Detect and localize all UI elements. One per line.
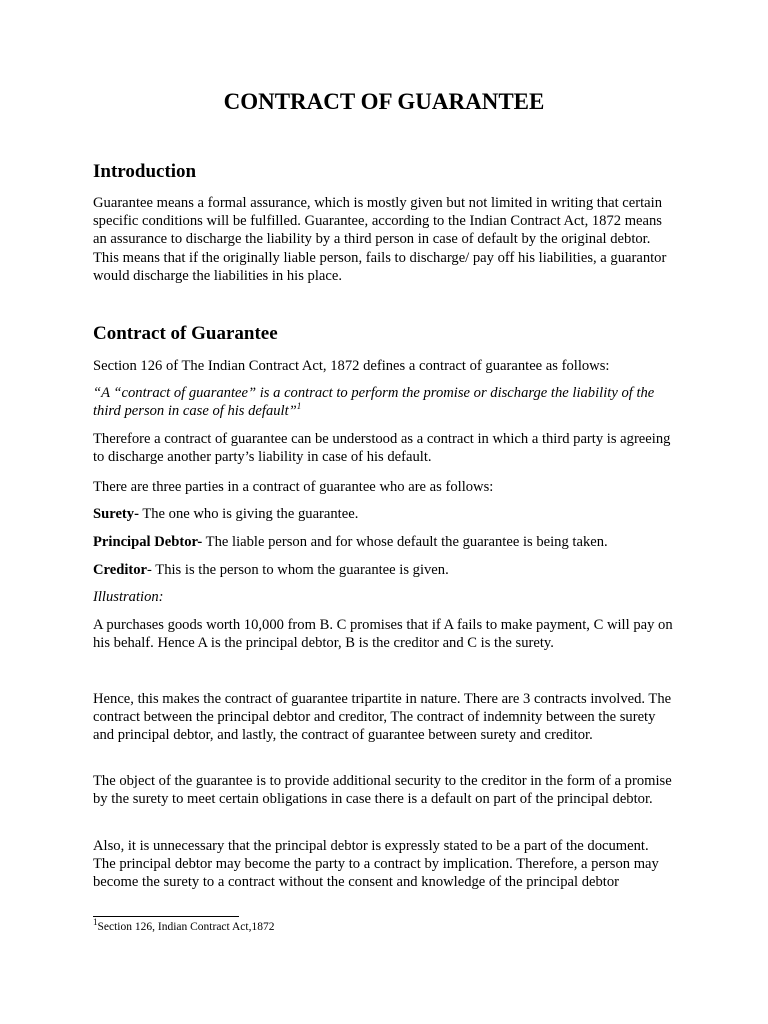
contract-heading: Contract of Guarantee bbox=[93, 323, 278, 344]
definition-quote bbox=[93, 384, 673, 420]
illustration-paragraph: A purchases goods worth 10,000 from B. C promises that if A fails to make payment, C will pay on his behalf. Hence A is the principal debtor, B is the creditor and C is the surety. bbox=[93, 617, 673, 652]
illustration-label: Illustration: bbox=[93, 589, 164, 605]
introduction-heading: Introduction bbox=[93, 161, 197, 182]
surety-definition bbox=[93, 505, 673, 523]
section-126-paragraph: Section 126 of The Indian Contract Act, 1872 defines a contract of guarantee as follows: bbox=[93, 358, 610, 374]
footnote bbox=[93, 917, 275, 934]
definition-quote-text: “A “contract of guarantee” is a contract to perform the promise or discharge the liability of the third person in case of his default” bbox=[93, 385, 655, 420]
page-title: CONTRACT OF GUARANTEE bbox=[223, 89, 545, 114]
creditor-definition bbox=[93, 561, 673, 579]
principal-debtor-description: The liable person and for whose default the guarantee is being taken. bbox=[202, 534, 608, 550]
tripartite-paragraph: Hence, this makes the contract of guarantee tripartite in nature. There are 3 contracts involved. The contract between the principal debtor and creditor, The contract of indemnity between the surety and principal debtor, and lastly, the contract of guarantee between surety and creditor. bbox=[93, 691, 672, 744]
principal-debtor-term: Principal Debtor- bbox=[93, 534, 203, 550]
footnote-mark: 1 bbox=[93, 917, 98, 928]
surety-description: The one who is giving the guarantee. bbox=[138, 506, 359, 522]
understanding-paragraph: Therefore a contract of guarantee can be understood as a contract in which a third party is agreeing to discharge another party’s liability in case of his default. bbox=[93, 431, 671, 466]
footnote-separator bbox=[93, 916, 239, 917]
implication-paragraph: Also, it is unnecessary that the principal debtor is expressly stated to be a part of the document. The principal debtor may become the party to a contract by implication. Therefore, a person may become the surety to a contract without the consent and knowledge of the principal debtor bbox=[93, 838, 659, 891]
creditor-term: Creditor bbox=[93, 562, 148, 578]
footnote-reference: 1 bbox=[296, 401, 302, 412]
footnote-text: Section 126, Indian Contract Act,1872 bbox=[97, 921, 275, 933]
object-paragraph: The object of the guarantee is to provide additional security to the creditor in the form of a promise by the surety to meet certain obligations in case there is a default on part of the principal debtor. bbox=[93, 773, 672, 808]
introduction-paragraph: Guarantee means a formal assurance, which is mostly given but not limited in writing that certain specific conditions will be fulfilled. Guarantee, according to the Indian Contract Act, 1872 means an assurance to discharge the liability by a third person in case of default by the original debtor. This means that if the originally liable person, fails to discharge/ pay off his liabilities, a guarantor would discharge the liabilities in his place. bbox=[93, 195, 667, 284]
surety-term: Surety- bbox=[93, 506, 139, 522]
three-parties-paragraph: There are three parties in a contract of guarantee who are as follows: bbox=[93, 479, 494, 495]
creditor-description: - This is the person to whom the guarantee is given. bbox=[147, 562, 449, 578]
principal-debtor-definition bbox=[93, 533, 673, 551]
